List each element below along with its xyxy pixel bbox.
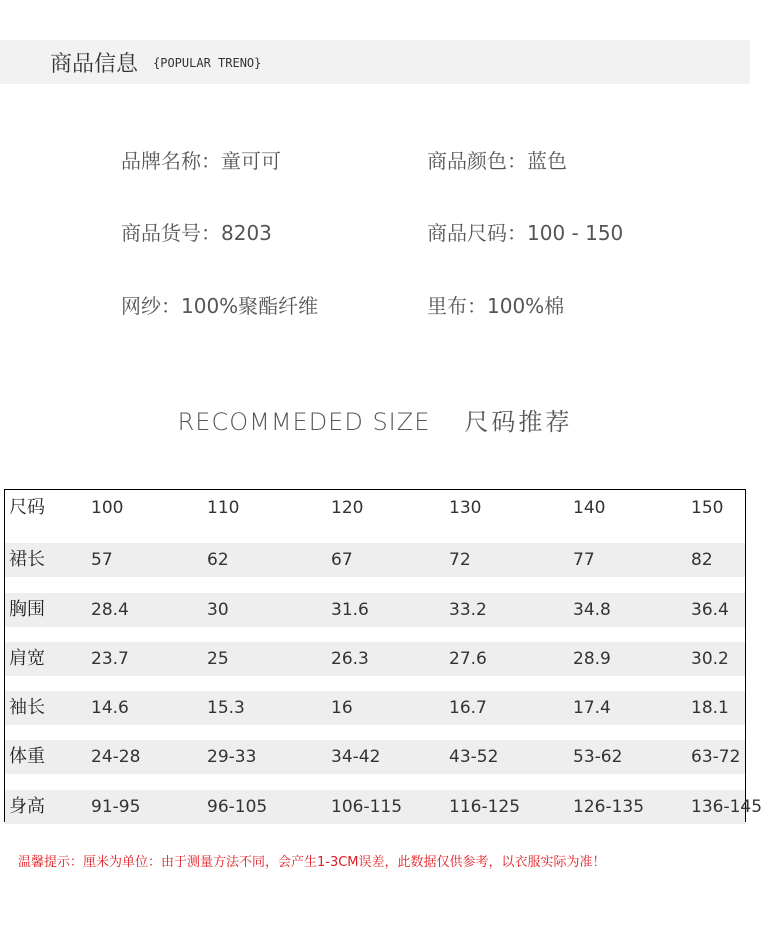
table-cell: 29-33 [207,747,257,767]
table-cell: 31.6 [331,600,369,620]
table-cell: 34-42 [331,747,381,767]
table-cell: 77 [573,550,595,570]
table-cell: 120 [331,498,364,518]
table-cell: 16.7 [449,698,487,718]
table-cell: 43-52 [449,747,499,767]
table-cell: 140 [573,498,606,518]
table-row [5,740,745,774]
table-cell: 36.4 [691,600,729,620]
row-label: 体重 [9,746,45,767]
table-cell: 25 [207,649,229,669]
size-heading-zh: 尺码推荐 [464,408,573,436]
table-cell: 27.6 [449,649,487,669]
table-cell: 30 [207,600,229,620]
table-cell: 126-135 [573,797,645,817]
table-cell: 34.8 [573,600,611,620]
table-cell: 110 [207,498,240,518]
table-cell: 16 [331,698,353,718]
table-cell: 96-105 [207,797,268,817]
row-label: 胸围 [9,599,45,620]
warning-note: 温馨提示：厘米为单位：由于测量方法不同，会产生1-3CM误差，此数据仅供参考，以衣服实际为准！ [18,855,606,870]
table-cell: 106-115 [331,797,403,817]
table-cell: 62 [207,550,229,570]
table-cell: 72 [449,550,471,570]
table-cell: 28.9 [573,649,611,669]
table-cell: 18.1 [691,698,729,718]
item-number-info: 商品货号：8203 [121,221,272,245]
page-title: 商品信息 [50,52,139,77]
table-cell: 100 [91,498,124,518]
table-cell: 17.4 [573,698,611,718]
mesh-material-info: 网纱：100%聚酯纤维 [121,294,319,318]
row-label: 尺码 [9,497,45,518]
table-row [5,642,745,676]
table-cell: 53-62 [573,747,623,767]
table-cell: 15.3 [207,698,245,718]
table-cell: 130 [449,498,482,518]
table-row [5,691,745,725]
table-row [5,593,745,627]
page-subtitle: {POPULAR TRENO} [153,56,262,70]
table-cell: 28.4 [91,600,129,620]
row-label: 裙长 [9,549,45,570]
row-label: 身高 [9,796,45,817]
table-cell: 136-145 [691,797,762,817]
table-cell: 24-28 [91,747,141,767]
table-cell: 30.2 [691,649,729,669]
table-cell: 23.7 [91,649,129,669]
table-row [5,491,745,525]
table-cell: 91-95 [91,797,141,817]
brand-info: 品牌名称：童可可 [121,149,281,173]
size-heading [0,402,750,437]
table-cell: 57 [91,550,113,570]
table-cell: 14.6 [91,698,129,718]
size-heading-en: RECOMMEDED SIZE [177,408,431,436]
table-cell: 67 [331,550,353,570]
size-table [4,489,762,822]
table-cell: 33.2 [449,600,487,620]
row-label: 袖长 [9,697,45,718]
table-cell: 82 [691,550,713,570]
table-cell: 150 [691,498,724,518]
size-range-info: 商品尺码：100 - 150 [427,221,624,245]
table-row [5,543,745,577]
table-row [5,790,762,824]
table-cell: 26.3 [331,649,369,669]
color-info: 商品颜色：蓝色 [427,149,567,173]
table-cell: 63-72 [691,747,741,767]
lining-material-info: 里布：100%棉 [427,294,565,318]
row-label: 肩宽 [9,648,45,669]
table-cell: 116-125 [449,797,521,817]
